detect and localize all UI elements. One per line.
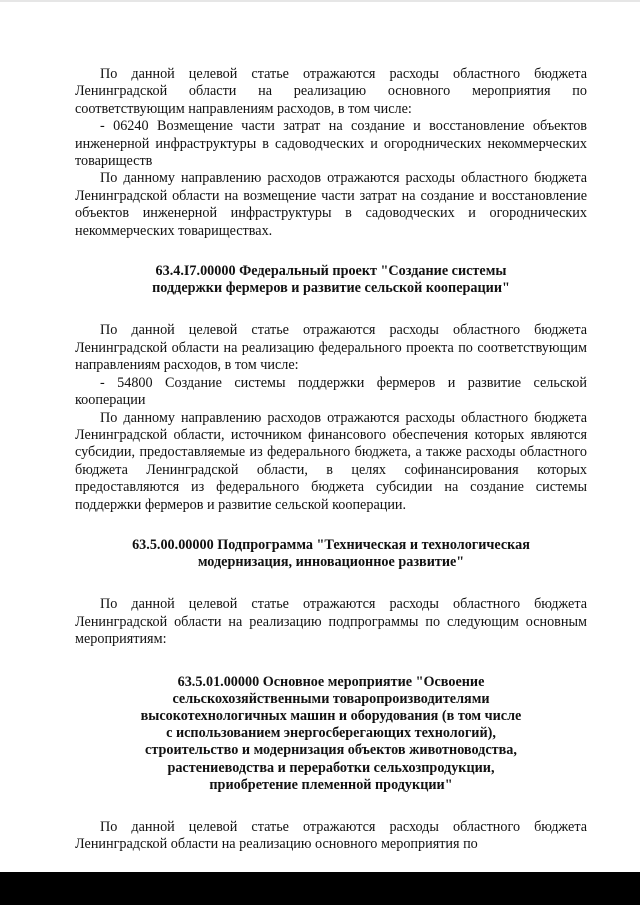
section1-intro: По данной целевой статье отражаются расходы областного бюджета Ленинградской области на реализацию основного мероприятия по соответствующим направлениям расходов, в том числе: — [75, 66, 587, 117]
section2-intro: По данной целевой статье отражаются расходы областного бюджета Ленинградской области на реализацию федерального проекта по соответствующим направлениям расходов, в том числе: — [75, 322, 587, 374]
section2-details: По данному направлению расходов отражаются расходы областного бюджета Ленинградской области, источником финансового обеспечения которых являются субсидии, предоставляемые из федерального бюджета, а также расходы областного бюджета Ленинградской области, в целях софинансирования которых предоставляются из федерального бюджета субсидии на создание системы поддержки фермеров и развитие сельской кооперации. — [75, 409, 587, 513]
section2-heading-line2: поддержки фермеров и развитие сельской кооперации" — [152, 280, 510, 297]
section4-heading-line: 63.5.01.00000 Основное мероприятие "Освоение — [177, 673, 485, 690]
document-body — [75, 66, 587, 854]
section2-item: - 54800 Создание системы поддержки фермеров и развитие сельской кооперации — [75, 374, 587, 409]
section3-heading-line1: 63.5.00.00000 Подпрограмма "Техническая и технологическая — [132, 536, 530, 553]
scan-edge — [0, 0, 640, 2]
section3-heading-line2: модернизация, инновационное развитие" — [197, 554, 465, 571]
section4-heading-line: с использованием энергосберегающих технологий), — [166, 725, 496, 742]
section3-intro: По данной целевой статье отражаются расходы областного бюджета Ленинградской области на реализацию подпрограммы по следующим основным мероприятиям: — [75, 596, 587, 648]
scan-bottom-border — [0, 872, 640, 905]
section4-heading-line: растениеводства и переработки сельхозпродукции, — [167, 759, 495, 776]
section1-details: По данному направлению расходов отражаются расходы областного бюджета Ленинградской области на возмещение части затрат на создание и восстановление объектов инженерной инфраструктуры в садоводческих и огороднических некоммерческих товариществах. — [75, 170, 587, 239]
section4-heading-line: сельскохозяйственными товаропроизводителями — [172, 690, 490, 707]
section2-heading-line1: 63.4.I7.00000 Федеральный проект "Создание системы — [155, 263, 507, 280]
section4-heading-line: приобретение племенной продукции" — [209, 776, 453, 793]
section4-heading-line: высокотехнологичных машин и оборудования (в том числе — [140, 707, 522, 724]
section4-intro: По данной целевой статье отражаются расходы областного бюджета Ленинградской области на реализацию основного мероприятия по — [75, 818, 587, 853]
section1-item: - 06240 Возмещение части затрат на создание и восстановление объектов инженерной инфраструктуры в садоводческих и огороднических некоммерческих товариществ — [75, 118, 587, 170]
section4-heading-line: строительство и модернизация объектов животноводства, — [145, 742, 517, 759]
